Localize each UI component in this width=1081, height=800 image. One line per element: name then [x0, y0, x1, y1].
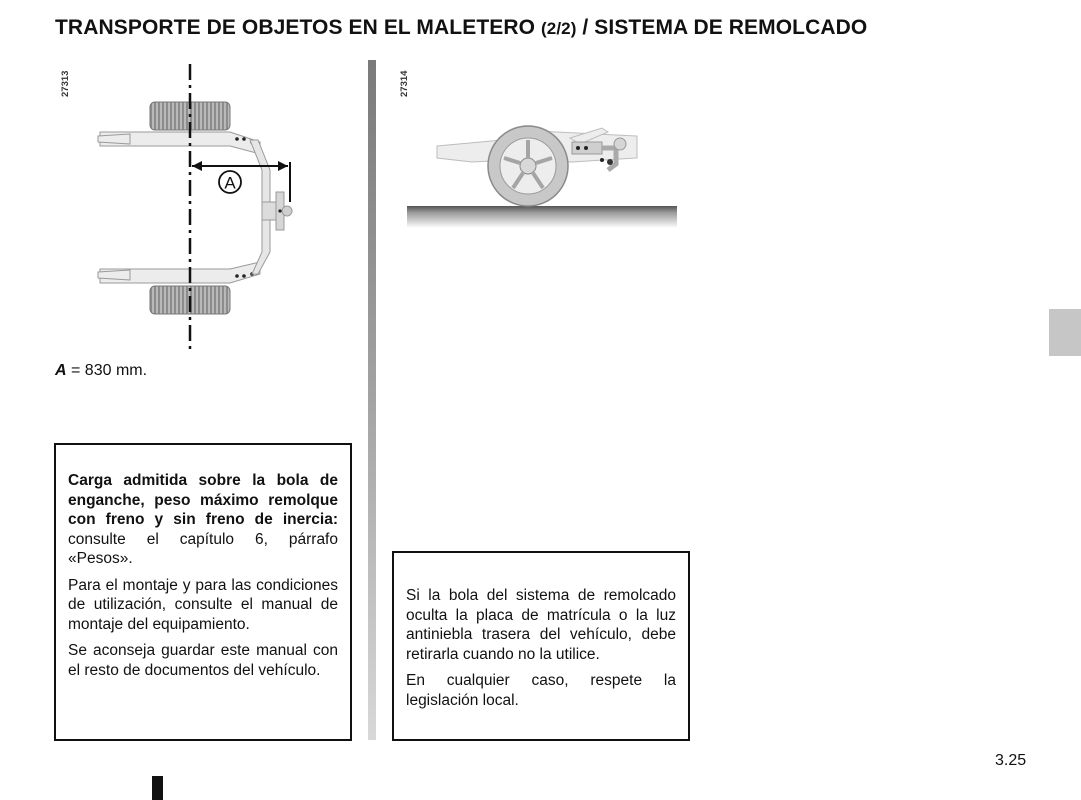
note-paragraph-legislation: En cualquier caso, respete la legislación local.	[406, 672, 676, 709]
note-lead-rest: consulte el capítulo 6, párrafo «Pesos».	[68, 530, 338, 567]
wheel	[488, 126, 568, 206]
dimension-a-value	[55, 362, 147, 380]
column-divider	[368, 60, 376, 740]
note-paragraph-mounting: Para el montaje y para las condiciones de utilización, consulte el manual de montaje del equipamiento.	[68, 576, 338, 633]
dimension-a-label	[219, 171, 241, 193]
title-part: (2/2)	[541, 19, 577, 38]
tow-hitch	[572, 138, 626, 170]
chassis-arm-lower	[98, 262, 260, 283]
print-mark	[152, 776, 163, 800]
note-paragraph-remove-ball: Si la bola del sistema de remolcado oculta la placa de matrícula o la luz antiniebla trasera del vehículo, debe retirarla cuando no la utilice.	[406, 587, 676, 663]
figure-code-left: 27313	[60, 70, 71, 97]
page-number: 3.25	[995, 752, 1027, 769]
ground	[407, 206, 677, 228]
tow-bar-frame	[250, 140, 292, 274]
note-box-tow-loads	[54, 443, 352, 741]
chassis-arm-upper	[98, 132, 260, 154]
page-title	[55, 16, 867, 40]
towbar-top-view-illustration	[90, 62, 340, 352]
title-second: SISTEMA DE REMOLCADO	[594, 16, 868, 39]
note-lead-bold: Carga admitida sobre la bola de enganche, peso máximo remolque con freno y sin freno de inercia:	[68, 472, 338, 528]
dimension-variable: A	[55, 362, 67, 379]
note-paragraph-manual: Se aconseja guardar este manual con el resto de documentos del vehículo.	[68, 642, 338, 679]
figure-code-right: 27314	[399, 70, 410, 97]
title-separator: /	[582, 16, 589, 39]
towbar-side-view-illustration	[402, 100, 687, 235]
title-main: TRANSPORTE DE OBJETOS EN EL MALETERO	[55, 16, 536, 39]
dimension-text: = 830 mm.	[71, 362, 148, 379]
section-tab-marker	[1049, 309, 1081, 356]
note-paragraph-loads	[68, 471, 338, 569]
note-box-tow-ball	[392, 551, 690, 741]
svg-text:A: A	[224, 173, 236, 193]
